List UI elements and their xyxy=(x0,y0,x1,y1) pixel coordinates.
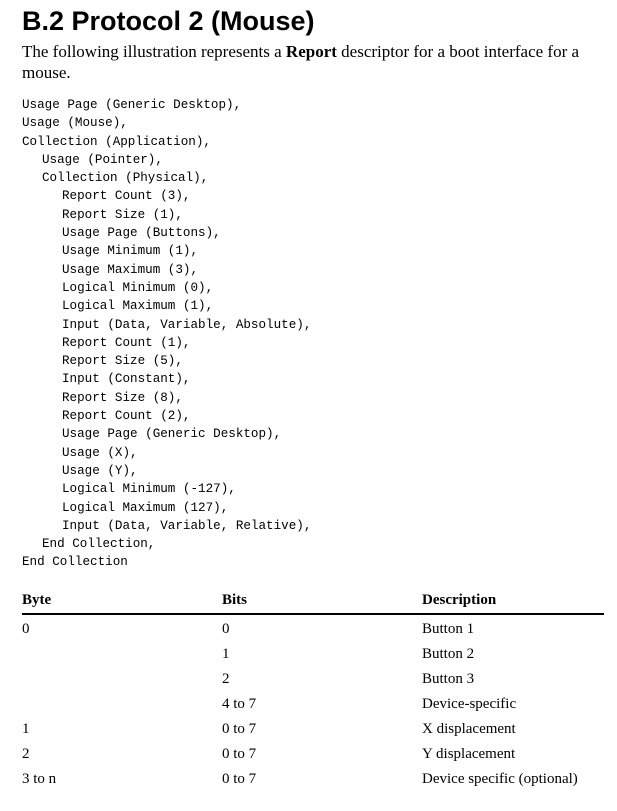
code-line: Logical Maximum (1), xyxy=(62,299,214,314)
table-row xyxy=(22,614,604,642)
cell-bits: 0 to 7 xyxy=(222,746,257,762)
cell-description: Button 1 xyxy=(422,621,475,637)
cell-bits: 4 to 7 xyxy=(222,696,257,712)
report-descriptor-code xyxy=(22,96,311,572)
table-row xyxy=(22,767,604,792)
code-line: Report Size (1), xyxy=(62,207,183,222)
code-line: Usage Page (Generic Desktop), xyxy=(62,427,282,442)
code-line: Usage Maximum (3), xyxy=(62,262,199,277)
cell-byte: 2 xyxy=(22,746,30,762)
code-line: Usage Page (Buttons), xyxy=(62,226,221,241)
table-row xyxy=(22,692,604,717)
code-line: Usage (Pointer), xyxy=(42,152,163,167)
section-heading: B.2 Protocol 2 (Mouse) xyxy=(22,6,315,36)
code-line: Usage Page (Generic Desktop), xyxy=(22,98,242,112)
code-line: Report Size (5), xyxy=(62,354,183,369)
intro-text-bold: Report xyxy=(285,42,337,61)
code-line: Usage Minimum (1), xyxy=(62,244,199,259)
table-row xyxy=(22,642,604,667)
byte-bits-table xyxy=(22,589,604,792)
code-line: Logical Minimum (0), xyxy=(62,280,214,295)
cell-bits: 2 xyxy=(222,671,230,687)
code-line: Input (Data, Variable, Relative), xyxy=(62,518,312,533)
code-line: End Collection xyxy=(22,555,128,570)
header-bits: Bits xyxy=(222,589,422,614)
cell-bits: 1 xyxy=(222,646,230,662)
table-row xyxy=(22,742,604,767)
cell-bits: 0 to 7 xyxy=(222,771,257,787)
code-line: Usage (Y), xyxy=(62,463,138,478)
cell-byte xyxy=(22,642,222,667)
code-line: Logical Minimum (-127), xyxy=(62,482,236,497)
code-line: Usage (Mouse), xyxy=(22,116,128,131)
code-line: End Collection, xyxy=(42,537,156,552)
cell-description: Button 3 xyxy=(422,671,475,687)
cell-description: Y displacement xyxy=(422,746,516,762)
code-line: Input (Data, Variable, Absolute), xyxy=(62,317,312,332)
header-description: Description xyxy=(422,589,604,614)
cell-description: X displacement xyxy=(422,721,516,737)
cell-bits: 0 xyxy=(222,621,230,637)
cell-description: Device specific (optional) xyxy=(422,771,578,787)
cell-byte: 1 xyxy=(22,721,30,737)
table-header-row xyxy=(22,589,604,614)
table-row xyxy=(22,667,604,692)
cell-byte xyxy=(22,692,222,717)
cell-byte: 0 xyxy=(22,621,30,637)
code-line: Collection (Physical), xyxy=(42,171,209,186)
cell-bits: 0 to 7 xyxy=(222,721,257,737)
code-line: Report Size (8), xyxy=(62,390,183,405)
header-byte: Byte xyxy=(22,589,222,614)
intro-text-after: descriptor for a boot interface for a mouse. xyxy=(22,42,580,82)
code-line: Report Count (3), xyxy=(62,189,191,204)
cell-description: Button 2 xyxy=(422,646,475,662)
table-row xyxy=(22,717,604,742)
code-line: Report Count (1), xyxy=(62,335,191,350)
code-line: Collection (Application), xyxy=(22,134,211,149)
cell-byte xyxy=(22,667,222,692)
cell-byte: 3 to n xyxy=(22,771,57,787)
code-line: Input (Constant), xyxy=(62,372,191,387)
cell-description: Device-specific xyxy=(422,696,517,712)
code-line: Logical Maximum (127), xyxy=(62,500,229,515)
intro-text-before: The following illustration represents a xyxy=(22,42,286,61)
intro-paragraph xyxy=(22,41,612,83)
code-line: Report Count (2), xyxy=(62,409,191,424)
code-line: Usage (X), xyxy=(62,445,138,460)
